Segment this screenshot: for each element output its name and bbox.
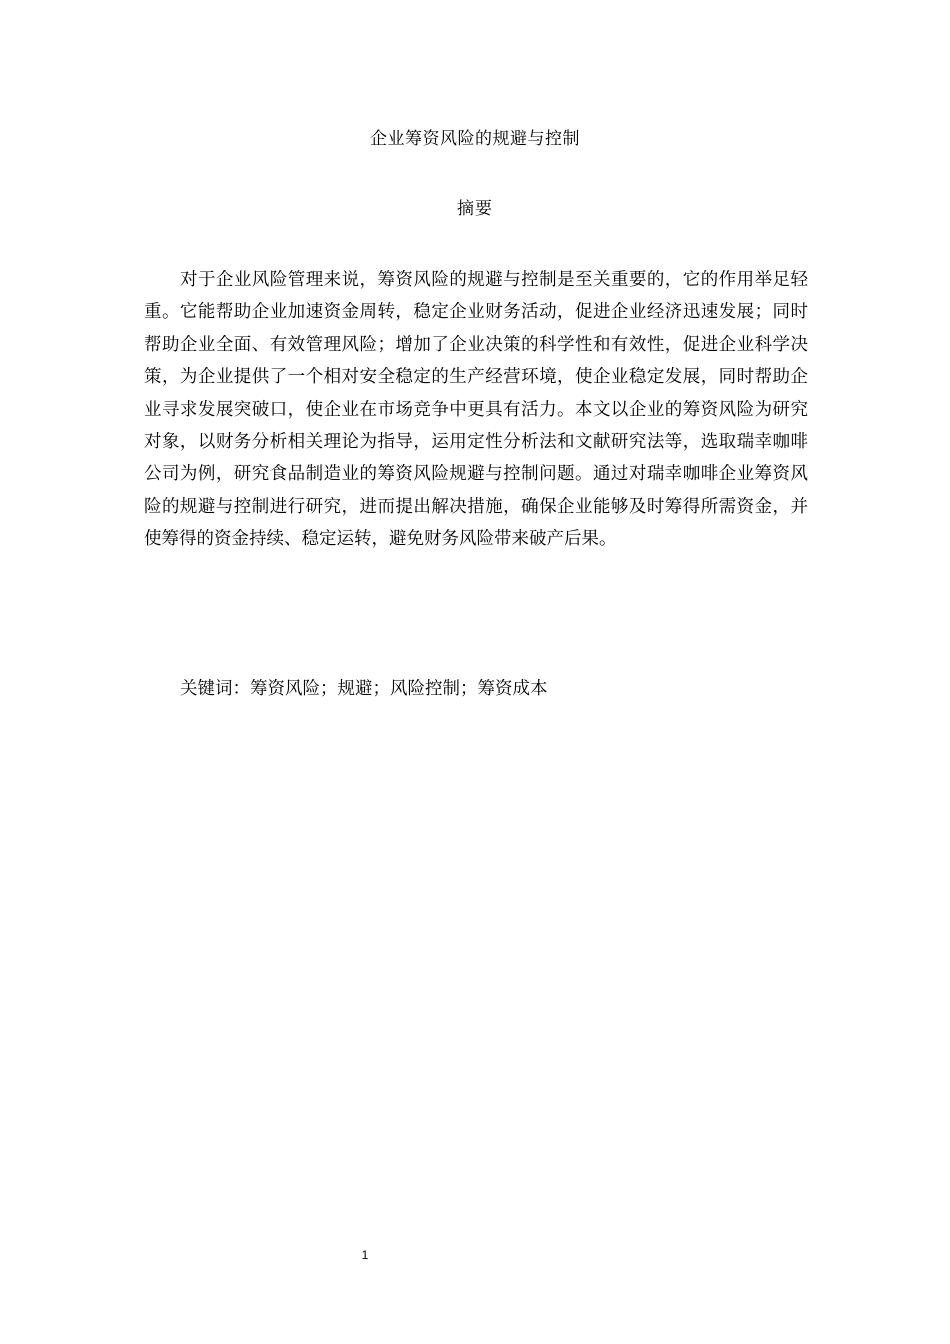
abstract-heading: 摘要 [457,199,493,219]
abstract-body: 对于企业风险管理来说，筹资风险的规避与控制是至关重要的，它的作用举足轻重。它能帮助企业加速资金周转，稳定企业财务活动，促进企业经济迅速发展；同时帮助企业全面、有效管理风险；增加了企业决策的科学性和有效性，促进企业科学决策，为企业提供了一个相对安全稳定的生产经营环境，使企业稳定发展，同时帮助企业寻求发展突破口，使企业在市场竞争中更具有活力。本文以企业的筹资风险为研究对象，以财务分析相关理论为指导，运用定性分析法和文献研究法等，选取瑞幸咖啡公司为例，研究食品制造业的筹资风险规避与控制问题。通过对瑞幸咖啡企业筹资风险的规避与控制进行研究，进而提出解决措施，确保企业能够及时筹得所需资金，并使筹得的资金持续、稳定运转，避免财务风险带来破产后果。 [144,270,808,550]
keywords-line: 关键词：筹资风险；规避；风险控制；筹资成本 [180,679,548,699]
document-title: 企业筹资风险的规避与控制 [370,129,580,149]
page-number: 1 [361,1248,369,1262]
